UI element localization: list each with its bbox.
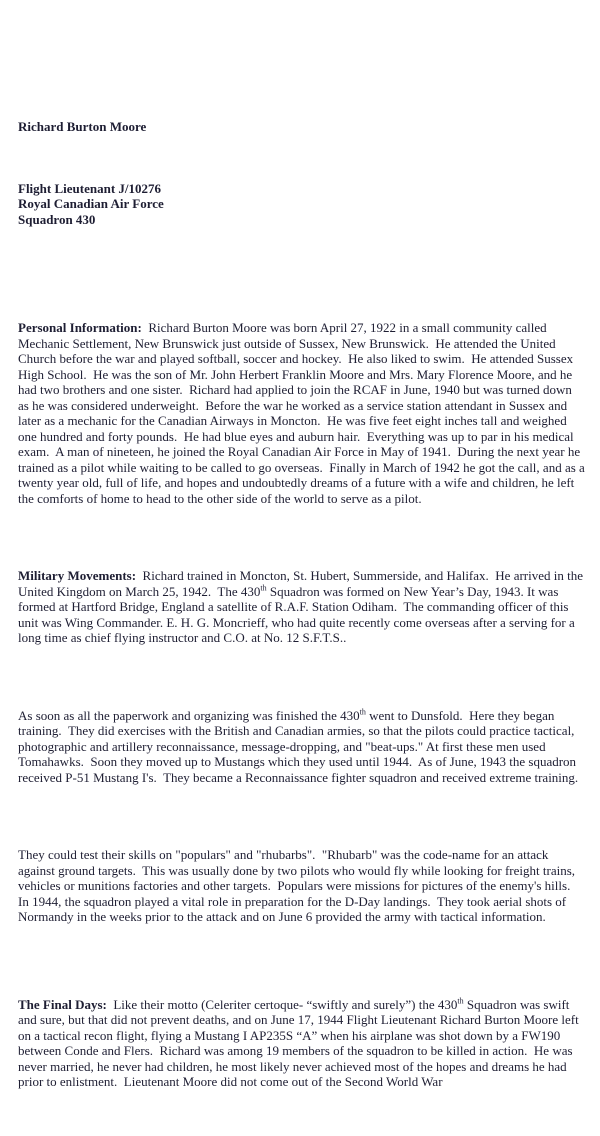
paragraph-dunsfold-training: As soon as all the paperwork and organizing was finished the 430th went to Dunsfold. Here they began training. They did exercises with the British and Canadian armies, so that the pilots could practice tactical, photographic and artillery reconnaissance, message-dropping, and "beat-ups." At first these men used Tomahawks. Soon they moved up to Mustangs which they used until 1944. As of June, 1943 the squadron received P-51 Mustang I's. They became a Reconnaissance fighter squadron and received extreme training. xyxy=(18,707,580,785)
paragraph-the-final-days: The Final Days: Like their motto (Celeriter certoque- “swiftly and surely”) the 430th Squadron was swift and sure, but that did not prevent deaths, and on June 17, 1944 Flight Lieutenant Richard Burton Moore left on a tactical recon flight, flying a Mustang I AP235S “A” when his airplane was shot down by a FW190 between Conde and Flers. Richard was among 19 members of the squadron to be killed in action. He was never married, he never had children, he most likely never achieved most of the hopes and dreams he had prior to enlistment. Lieutenant Moore did not come out of the Second World War xyxy=(18,996,582,1089)
paragraph-military-movements: Military Movements: Richard trained in Moncton, St. Hubert, Summerside, and Halifax. He arrived in the United Kingdom on March 25, 1942. The 430th Squadron was formed on New Year’s Day, 1943. It was formed at Hartford Bridge, England a satellite of R.A.F. Station Odiham. The commanding officer of this unit was Wing Commander. E. H. G. Moncrieff, who had quite recently come overseas after a serving for a long time as chief flying instructor and C.O. at No. 12 S.F.T.S.. xyxy=(18,568,587,645)
paragraph-personal-information: Personal Information: Richard Burton Moore was born April 27, 1922 in a small community called Mechanic Settlement, New Brunswick just outside of Sussex, New Brunswick. He attended the United Church before the war and played softball, soccer and hockey. He also liked to swim. He attended Sussex High School. He was the son of Mr. John Herbert Franklin Moore and Mrs. Mary Florence Moore, and he had two brothers and one sister. Richard had applied to join the RCAF in June, 1940 but was turned down as he was considered underweight. Before the war he worked as a service station attendant in Sussex and later as a mechanic for the Canadian Airways in Moncton. He was five feet eight inches tall and weighed one hundred and forty pounds. He had blue eyes and auburn hair. Everything was up to par in his medical exam. A man of nineteen, he joined the Royal Canadian Air Force in May of 1941. During the next year he trained as a pilot while waiting to be called to go overseas. Finally in March of 1942 he got the call, and as a twenty year old, full of life, and hopes and undoubtedly dreams of a future with a wife and children, he left the comforts of home to head to the other side of the world to serve as a pilot. xyxy=(18,320,589,506)
service-details xyxy=(18,181,585,228)
force-line: Royal Canadian Air Force xyxy=(18,196,164,211)
squadron-line: Squadron 430 xyxy=(18,211,96,227)
paragraph-populars-rhubarbs: They could test their skills on "populars" and "rhubarbs". "Rhubarb" was the code-name for an attack against ground targets. This was usually done by two pilots who would fly while looking for freight trains, vehicles or munitions factories and other targets. Populars were missions for pictures of the enemy's hills. In 1944, the squadron played a vital role in preparation for the D-Day landings. They took aerial shots of Normandy in the weeks prior to the attack and on June 6 provided the army with tactical information. xyxy=(18,847,579,924)
rank-serial-line: Flight Lieutenant J/10276 xyxy=(18,180,162,196)
person-name: Richard Burton Moore xyxy=(18,118,147,134)
document-header xyxy=(18,88,585,274)
